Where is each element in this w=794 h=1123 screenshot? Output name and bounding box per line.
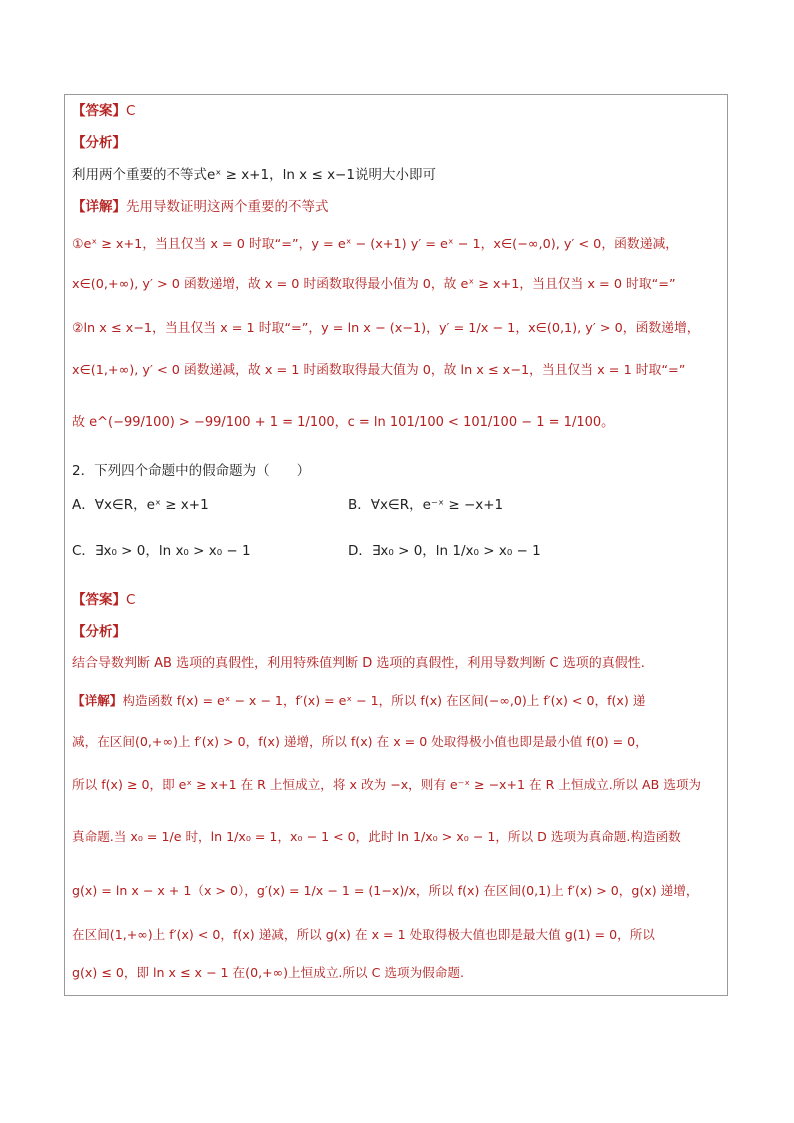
- analysis-tag: 【分析】: [72, 135, 126, 151]
- detail-line-2-1: [72, 692, 645, 710]
- option-c: C．∃x₀ > 0，ln x₀ > x₀ − 1: [72, 543, 251, 559]
- proof-2-line-2: x∈(1,+∞), y′ < 0 函数递减，故 x = 1 时函数取得最大值为 0，故 ln x ≤ x−1，当且仅当 x = 1 时取“=”: [72, 363, 686, 378]
- detail-tag: 【详解】: [72, 199, 126, 215]
- answer-value-2: C: [126, 592, 136, 608]
- conclusion-line: 故 e^(−99/100) > −99/100 + 1 = 1/100，c = ln 101/100 < 101/100 − 1 = 1/100。: [72, 415, 615, 430]
- detail-line-2-7: g(x) ≤ 0，即 ln x ≤ x − 1 在(0,+∞)上恒成立.所以 C 选项为假命题.: [72, 965, 464, 980]
- detail-line-1: [72, 198, 329, 216]
- proof-2-line-1: ②ln x ≤ x−1，当且仅当 x = 1 时取“=”，y = ln x − (x−1)，y′ = 1/x − 1，x∈(0,1), y′ > 0，函数递增，: [72, 321, 700, 336]
- analysis-tag-2: 【分析】: [72, 624, 126, 640]
- option-a: A．∀x∈R，eˣ ≥ x+1: [72, 497, 209, 513]
- answer-line-2: [72, 591, 135, 609]
- detail-line-2-4: 真命题.当 x₀ = 1/e 时，ln 1/x₀ = 1，x₀ − 1 < 0，此时 ln 1/x₀ > x₀ − 1，所以 D 选项为真命题.构造函数: [72, 829, 681, 844]
- detail-text-1: 构造函数 f(x) = eˣ − x − 1，f′(x) = eˣ − 1，所以 f(x) 在区间(−∞,0)上 f′(x) < 0，f(x) 递: [122, 693, 646, 708]
- answer-tag: 【答案】: [72, 103, 126, 119]
- analysis-text-2: 结合导数判断 AB 选项的真假性，利用特殊值判断 D 选项的真假性，利用导数判断 C 选项的真假性.: [72, 656, 645, 671]
- detail-line-2-6: 在区间(1,+∞)上 f′(x) < 0，f(x) 递减，所以 g(x) 在 x = 1 处取得极大值也即是最大值 g(1) = 0，所以: [72, 927, 655, 942]
- proof-1-line-1: ①eˣ ≥ x+1，当且仅当 x = 0 时取“=”，y = eˣ − (x+1) y′ = eˣ − 1，x∈(−∞,0), y′ < 0，函数递减，: [72, 237, 679, 252]
- answer-line-1: [72, 102, 135, 120]
- option-d: D．∃x₀ > 0，ln 1/x₀ > x₀ − 1: [348, 543, 541, 559]
- detail-intro: 先用导数证明这两个重要的不等式: [126, 199, 329, 215]
- detail-line-2-2: 减，在区间(0,+∞)上 f′(x) > 0，f(x) 递增，所以 f(x) 在 x = 0 处取得极小值也即是最小值 f(0) = 0，: [72, 734, 648, 749]
- answer-tag-2: 【答案】: [72, 592, 126, 608]
- detail-line-2-5: g(x) = ln x − x + 1（x > 0），g′(x) = 1/x − 1 = (1−x)/x，所以 f(x) 在区间(0,1)上 f′(x) > 0，g(x) 递增，: [72, 883, 699, 898]
- proof-1-line-2: x∈(0,+∞), y′ > 0 函数递增，故 x = 0 时函数取得最小值为 0，故 eˣ ≥ x+1，当且仅当 x = 0 时取“=”: [72, 277, 676, 292]
- detail-tag-2: 【详解】: [72, 693, 123, 708]
- analysis-text: 利用两个重要的不等式eˣ ≥ x+1，ln x ≤ x−1说明大小即可: [72, 167, 436, 183]
- answer-value: C: [126, 103, 136, 119]
- option-b: B．∀x∈R，e⁻ˣ ≥ −x+1: [348, 497, 504, 513]
- question-stem: 2．下列四个命题中的假命题为（ ）: [72, 463, 311, 479]
- detail-line-2-3: 所以 f(x) ≥ 0，即 eˣ ≥ x+1 在 R 上恒成立，将 x 改为 −x，则有 e⁻ˣ ≥ −x+1 在 R 上恒成立.所以 AB 选项为: [72, 777, 702, 792]
